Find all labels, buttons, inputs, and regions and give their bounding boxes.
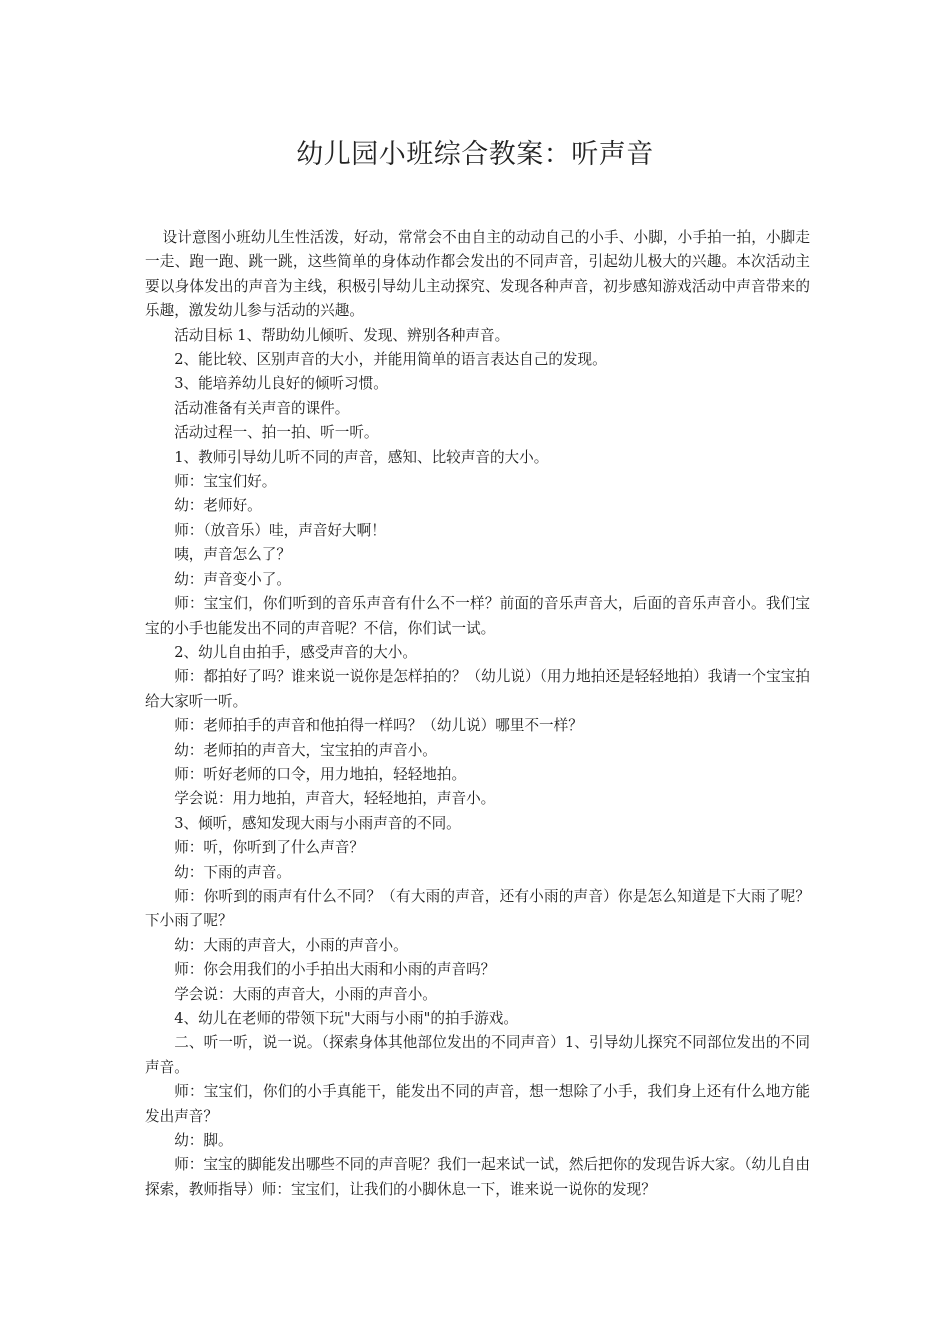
- paragraph: 幼：下雨的声音。: [174, 863, 291, 881]
- paragraph: 活动目标 1、帮助幼儿倾听、发现、辨别各种声音。: [174, 326, 510, 344]
- paragraph: 师：宝宝的脚能发出哪些不同的声音呢？我们一起来试一试，然后把你的发现告诉大家。（幼儿自由探索，教师指导）师：宝宝们，让我们的小脚休息一下，谁来说一说你的发现？: [145, 1156, 810, 1198]
- paragraph: 咦，声音怎么了？: [174, 546, 291, 564]
- paragraph: 师：听，你听到了什么声音？: [174, 839, 364, 857]
- paragraph: 学会说：大雨的声音大，小雨的声音小。: [174, 985, 437, 1003]
- paragraph-design-intent: 设计意图小班幼儿生性活泼，好动，常常会不由自主的动动自己的小手、小脚，小手拍一拍，小脚走一走、跑一跑、跳一跳，这些简单的身体动作都会发出的不同声音，引起幼儿极大的兴趣。本次活动主要以身体发出的声音为主线，积极引导幼儿主动探究、发现各种声音，初步感知游戏活动中声音带来的乐趣，激发幼儿参与活动的兴趣。: [145, 229, 810, 320]
- paragraph: 4、幼儿在老师的带领下玩"大雨与小雨"的拍手游戏。: [174, 1010, 518, 1027]
- paragraph: 师：你会用我们的小手拍出大雨和小雨的声音吗？: [174, 961, 496, 979]
- paragraph: 1、教师引导幼儿听不同的声音，感知、比较声音的大小。: [174, 448, 549, 466]
- paragraph: 2、幼儿自由拍手，感受声音的大小。: [174, 643, 417, 661]
- paragraph: 活动过程一、拍一拍、听一听。: [174, 424, 379, 442]
- document-body: [145, 226, 810, 1202]
- paragraph: 二、听一听，说一说。（探索身体其他部位发出的不同声音）1、引导幼儿探究不同部位发出的不同声音。: [145, 1034, 810, 1076]
- paragraph: 幼：声音变小了。: [174, 570, 291, 588]
- paragraph: 师：宝宝们好。: [174, 473, 277, 491]
- paragraph: 师：你听到的雨声有什么不同？（有大雨的声音，还有小雨的声音）你是怎么知道是下大雨了呢？下小雨了呢？: [145, 887, 810, 930]
- paragraph: 学会说：用力地拍，声音大，轻轻地拍，声音小。: [174, 790, 496, 808]
- paragraph: 2、能比较、区别声音的大小，并能用简单的语言表达自己的发现。: [174, 351, 607, 369]
- document-title: 幼儿园小班综合教案：听声音: [296, 139, 654, 170]
- paragraph: 幼：大雨的声音大，小雨的声音小。: [174, 936, 408, 954]
- paragraph: 活动准备有关声音的课件。: [174, 399, 350, 417]
- paragraph: 幼：脚。: [174, 1132, 233, 1150]
- paragraph: 师：都拍好了吗？谁来说一说你是怎样拍的？（幼儿说）（用力地拍还是轻轻地拍）我请一个宝宝拍给大家听一听。: [145, 668, 810, 710]
- paragraph: 师：宝宝们，你们的小手真能干，能发出不同的声音，想一想除了小手，我们身上还有什么地方能发出声音？: [145, 1083, 810, 1125]
- paragraph: 幼：老师好。: [174, 497, 262, 515]
- paragraph: 师：（放音乐）哇，声音好大啊！: [174, 521, 386, 539]
- paragraph: 3、倾听，感知发现大雨与小雨声音的不同。: [174, 814, 461, 832]
- paragraph: 师：宝宝们，你们听到的音乐声音有什么不一样？前面的音乐声音大，后面的音乐声音小。我们宝宝的小手也能发出不同的声音呢？不信，你们试一试。: [145, 595, 810, 637]
- paragraph: 幼：老师拍的声音大，宝宝拍的声音小。: [174, 741, 437, 759]
- paragraph: 3、能培养幼儿良好的倾听习惯。: [174, 375, 388, 393]
- paragraph: 师：老师拍手的声音和他拍得一样吗？（幼儿说）哪里不一样？: [174, 717, 583, 735]
- paragraph: 师：听好老师的口令，用力地拍，轻轻地拍。: [174, 765, 467, 783]
